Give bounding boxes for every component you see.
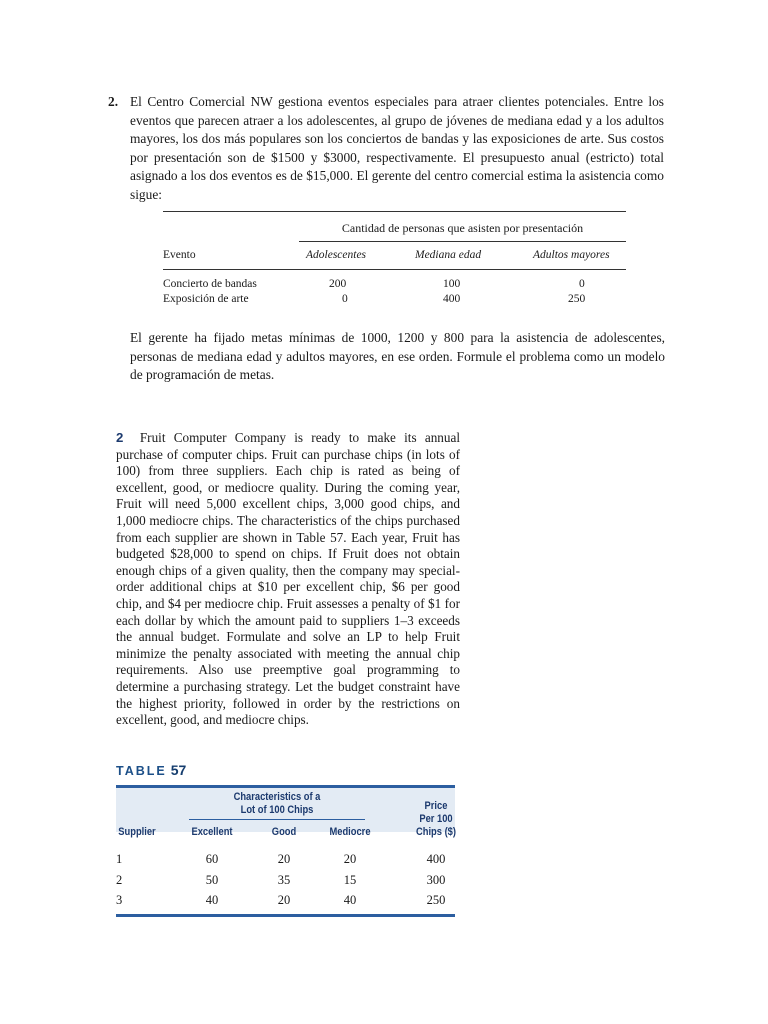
problem-2-number: 2: [116, 430, 124, 445]
row-2-middle: 400: [443, 293, 461, 305]
row-3-excellent: 40: [205, 893, 219, 907]
row-1-middle: 100: [443, 278, 461, 290]
row-3-good: 20: [277, 893, 291, 907]
row-1-good: 20: [277, 852, 291, 866]
problem-2: [116, 430, 460, 729]
row-2-price: 300: [426, 873, 446, 887]
header-rule: [163, 269, 626, 270]
row-1-price: 400: [426, 852, 446, 866]
col-header-middle: Mediana edad: [415, 249, 482, 261]
group-header-rule: [299, 241, 626, 242]
group-header-rule: [189, 819, 365, 820]
attendance-table: [163, 211, 626, 305]
row-1-seniors: 0: [579, 278, 585, 290]
row-2-teens: 0: [342, 293, 348, 305]
col-header-supplier: Supplier: [118, 826, 156, 838]
problem-1-text: El Centro Comercial NW gestiona eventos especiales para atraer clientes potenciales. Entre los eventos que parecen atraer a los adolescentes, al grupo de jóvenes de mediana edad y a los adultos mayores, los dos más populares son los conciertos de bandas y las exposiciones de arte. Sus costos por presentación son de $1500 y $3000, respectivamente. El presupuesto anual (estricto) total asignado a los dos eventos es de $15,000. El gerente del centro comercial estima la asistencia como sigue:: [130, 94, 664, 202]
problem-1-followup: El gerente ha fijado metas mínimas de 1000, 1200 y 800 para la asistencia de adolescentes, personas de mediana edad y adultos mayores, en ese orden. Formule el problema como un modelo de programación de metas.: [130, 330, 665, 383]
problem-2-text: Fruit Computer Company is ready to make its annual purchase of computer chips. Fruit can purchase chips (in lots of 100) from three suppliers. Each chip is rated as being of excellent, good, or mediocre quality. During the coming year, Fruit will need 5,000 excellent chips, 3,000 good chips, and 1,000 mediocre chips. The characteristics of the chips purchased from each supplier are shown in Table 57. Each year, Fruit has budgeted $28,000 to spend on chips. If Fruit does not obtain enough chips of a given quality, then the company may special-order additional chips at $10 per excellent chip, $6 per good chip, and $4 per mediocre chip. Fruit assesses a penalty of $1 for each dollar by which the amount paid to suppliers 1–3 exceeds the annual budget. Formulate and solve an LP to help Fruit minimize the penalty associated with meeting the annual chip requirements. Also use preemptive goal programming to determine a purchasing strategy. Let the budget constraint have the highest priority, followed in order by the restrictions on excellent, good, and mediocre chips.: [116, 430, 461, 728]
table-bottom-rule: [116, 914, 455, 917]
col-header-seniors: Adultos mayores: [533, 249, 610, 261]
table-57-label: [116, 762, 186, 778]
col-header-price-line-2: Per 100: [419, 813, 453, 825]
row-1-event: Concierto de bandas: [163, 278, 257, 290]
problem-1: [108, 93, 664, 205]
row-2-good: 35: [277, 873, 291, 887]
row-3-mediocre: 40: [343, 893, 357, 907]
row-2-mediocre: 15: [343, 873, 357, 887]
col-header-event: Evento: [163, 249, 196, 261]
table-label-number: 57: [170, 762, 187, 778]
col-header-price-line-3: Chips ($): [415, 826, 457, 838]
col-header-teens: Adolescentes: [306, 249, 367, 261]
problem-1-number: 2.: [108, 94, 119, 109]
attendance-group-header: Cantidad de personas que asisten por presentación: [341, 221, 584, 235]
col-header-mediocre: Mediocre: [329, 826, 371, 838]
col-header-good: Good: [271, 826, 297, 838]
table-label-word: TABLE: [116, 764, 167, 778]
row-2-supplier: 2: [116, 873, 123, 887]
group-header-line-2: Lot of 100 Chips: [240, 804, 314, 816]
row-1-excellent: 60: [205, 852, 219, 866]
row-1-teens: 200: [329, 278, 347, 290]
row-1-supplier: 1: [116, 852, 123, 866]
row-3-price: 250: [426, 893, 446, 907]
row-2-event: Exposición de arte: [163, 293, 249, 305]
row-1-mediocre: 20: [343, 852, 357, 866]
group-header-line-1: Characteristics of a: [233, 791, 321, 803]
row-2-seniors: 250: [568, 293, 586, 305]
table-57: [116, 785, 455, 917]
col-header-price-line-1: Price: [424, 800, 448, 812]
row-3-supplier: 3: [116, 893, 123, 907]
col-header-excellent: Excellent: [191, 826, 233, 838]
row-2-excellent: 50: [205, 873, 219, 887]
